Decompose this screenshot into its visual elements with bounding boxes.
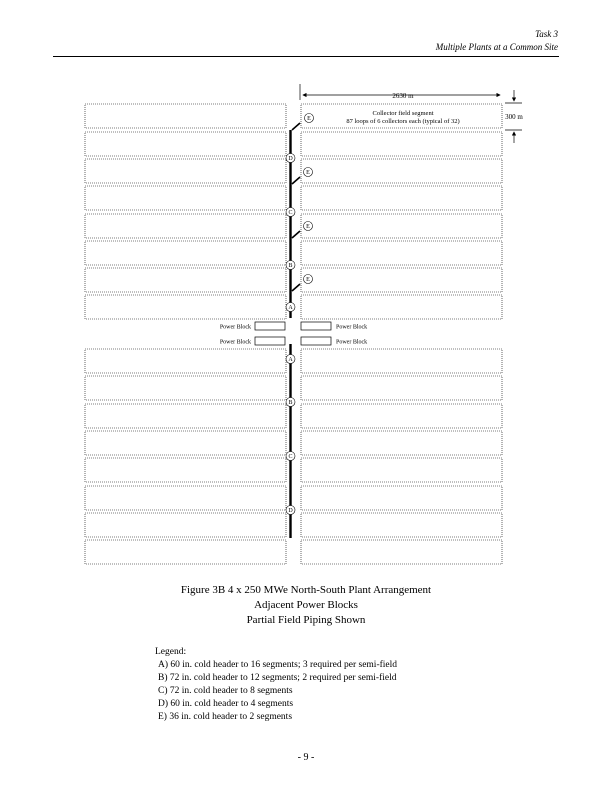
legend-item-c: C) 72 in. cold header to 8 segments [158,686,293,696]
field-segment [85,404,286,428]
branch-pipe [292,284,300,291]
field-segment [301,268,502,292]
power-blocks [255,322,331,345]
marker-e-label: E [307,116,311,122]
field-segment [85,214,286,238]
field-segment [85,186,286,210]
power-block-se [301,337,331,345]
header-subtitle: Multiple Plants at a Common Site [435,42,558,52]
marker-b-label: B [288,400,293,406]
legend-item-d: D) 60 in. cold header to 4 segments [158,699,294,709]
power-block-label: Power Block [336,324,368,331]
field-segment [301,349,502,373]
field-segment [301,486,502,510]
field-segment [301,214,502,238]
power-block-labels [220,325,367,346]
field-segment [85,241,286,265]
marker-c-label: C [288,454,293,460]
marker-a-label: A [288,305,293,311]
field-segment [85,104,286,128]
marker-d-label: D [288,508,293,514]
figure-caption-title: Figure 3B 4 x 250 MWe North-South Plant Arrangement [180,584,432,596]
figure-caption-line3: Partial Field Piping Shown [246,614,366,626]
field-segment [301,376,502,400]
field-segment [85,376,286,400]
marker-c-label: C [288,210,293,216]
branch-pipe [292,231,300,238]
power-block-nw [255,322,285,330]
legend-item-a: A) 60 in. cold header to 16 segments; 3 required per semi-field [158,660,398,670]
marker-e-label: E [306,277,310,283]
field-segment [301,404,502,428]
marker-e-label: E [306,224,310,230]
figure-caption-line2: Adjacent Power Blocks [254,599,358,611]
power-block-label: Power Block [336,339,368,346]
power-block-label: Power Block [219,339,251,346]
field-segment [85,540,286,564]
field-segment [85,159,286,183]
marker-d-label: D [288,156,293,162]
page-number: - 9 - [297,752,315,763]
legend-item-e: E) 36 in. cold header to 2 segments [158,712,293,722]
field-segment [85,295,286,319]
marker-e-label: E [306,170,310,176]
power-block-label: Power Block [219,324,251,331]
field-segment [301,513,502,537]
power-block-ne [301,322,331,330]
field-segment [85,486,286,510]
field-segment [301,458,502,482]
field-segment [301,186,502,210]
segment-label-line2: 87 loops of 6 collectors each (typical of 32) [346,118,460,125]
branch-pipe [292,123,300,130]
segment-label-line1: Collector field segment [372,110,434,117]
field-segment [85,132,286,156]
marker-b-label: B [288,263,293,269]
field-segment [85,268,286,292]
header-task: Task 3 [535,29,558,39]
field-segment [301,295,502,319]
field-segment [301,431,502,455]
field-segment [301,132,502,156]
field-segment [85,431,286,455]
height-dimension-label: 300 m [505,113,523,121]
field-segment [301,540,502,564]
field-segment [85,513,286,537]
power-block-sw [255,337,285,345]
field-segment [85,349,286,373]
legend-item-b: B) 72 in. cold header to 12 segments; 2 required per semi-field [158,673,397,683]
width-dimension-label: 2630 m [392,92,414,100]
field-segment [301,241,502,265]
field-segment [85,458,286,482]
marker-a-label: A [288,357,293,363]
header-marker-labels [288,116,311,514]
field-segment [301,159,502,183]
branch-pipe [292,177,300,184]
legend-title: Legend: [155,647,187,657]
